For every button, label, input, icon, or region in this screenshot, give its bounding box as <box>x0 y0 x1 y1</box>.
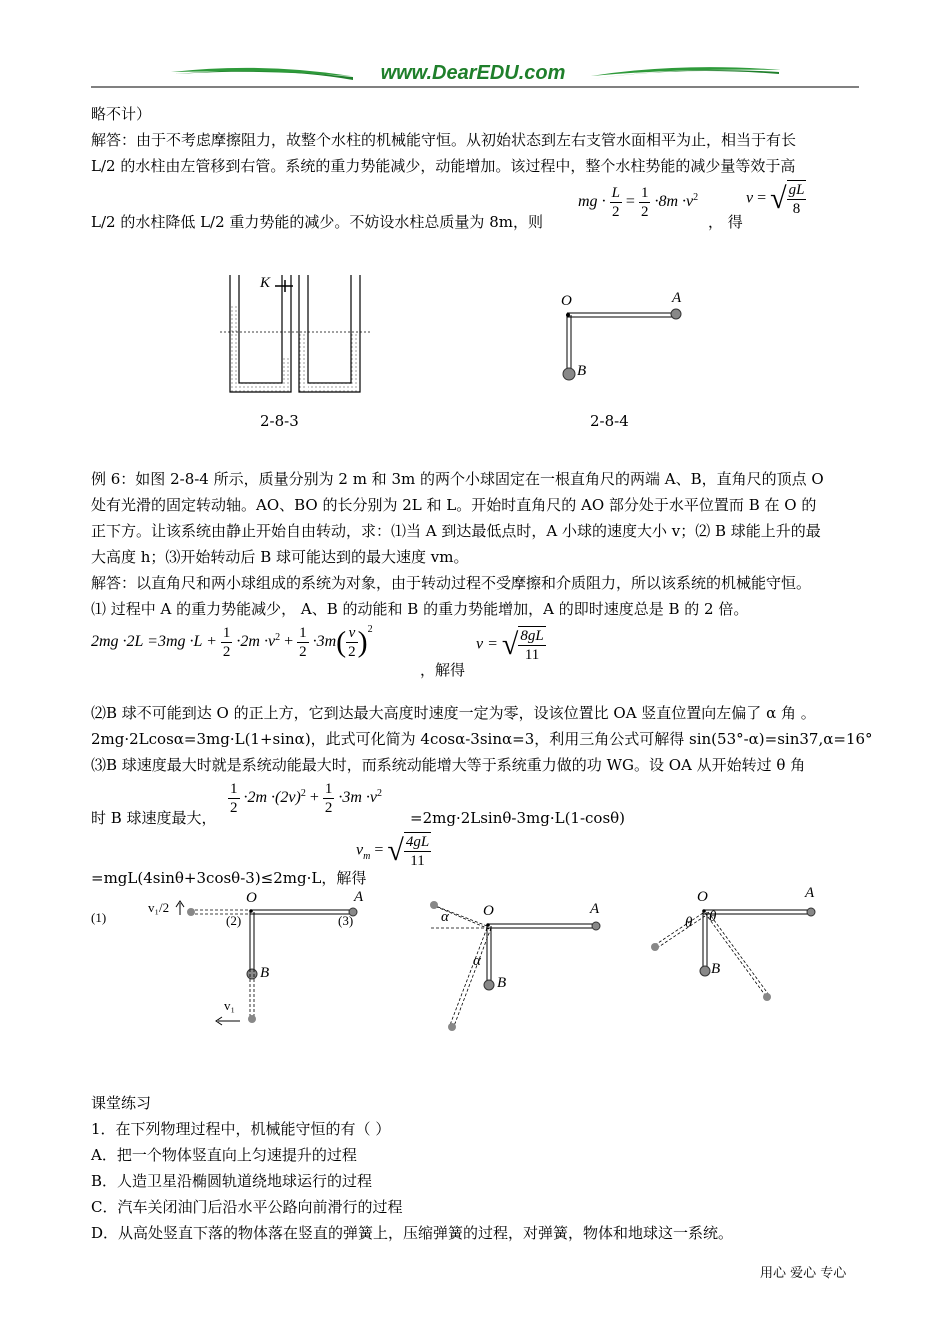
text-line: 2mg·2Lcosα=3mg·L(1+sinα)，此式可化简为 4cosα-3sinα=3，利用三角公式可解得 sin(53°-α)=sin37,α=16° <box>91 730 873 748</box>
equation-energy-1: mg · $\frac{L}{2}$ = $\frac{1}{2}$ $\cdot 8m \cdot v^2$ <box>578 185 699 220</box>
point-label-o: O <box>246 890 257 906</box>
equation-velocity-2: v = √ $\frac{8gL}{11}$ <box>476 628 544 663</box>
figure-caption: 2-8-4 <box>590 412 629 430</box>
text-line: 解答：由于不考虑摩擦阻力，故整个水柱的机械能守恒。从初始状态到左右支管水面相平为止，相当于有长 <box>91 131 797 149</box>
text-line: ⑵B 球不可能到达 O 的正上方，它到达最大高度时速度一定为零，设该位置比 OA 竖直位置向左偏了 α 角 。 <box>91 704 816 722</box>
diagram-label: (2) <box>226 913 242 928</box>
equation-energy-2: 2mg ·2L =3mg ·L + $\frac{1}{2}$ $\cdot 2m \cdot v^2$ + $\frac{1}{2}$ ·3m( $\frac{v}{2}$ )$^2$ <box>91 624 373 660</box>
point-label-a: A <box>805 885 815 901</box>
text-line: =mgL(4sinθ+3cosθ-3)≤2mg·L，解得 <box>91 869 367 887</box>
diagram-part-3 <box>645 885 835 1005</box>
point-label-a: A <box>672 290 682 306</box>
figure-caption: 2-8-3 <box>260 412 299 430</box>
equation-velocity-1: v = √ $\frac{gL}{8}$ <box>746 182 805 217</box>
diagram-part-2 <box>425 895 625 1040</box>
section-title: 课堂练习 <box>91 1094 152 1112</box>
diagram-label: (3) <box>338 913 354 928</box>
text-line: 解答：以直角尺和两小球组成的系统为对象，由于转动过程不受摩擦和介质阻力，所以该系统的机械能守恒。 <box>91 574 812 592</box>
text-line: 正下方。让该系统由静止开始自由转动，求：⑴当 A 到达最低点时，A 小球的速度大小 v；⑵ B 球能上升的最 <box>91 522 821 540</box>
diagram-part-1 <box>140 885 370 1035</box>
point-label-o: O <box>561 293 572 309</box>
option-d: D．从高处竖直下落的物体落在竖直的弹簧上，压缩弹簧的过程，对弹簧，物体和地球这一系统。 <box>91 1224 734 1242</box>
point-label-o: O <box>697 889 708 905</box>
figure-2-8-3 <box>215 270 375 400</box>
text-line: ，解得 <box>420 661 466 679</box>
angle-label: α <box>441 909 449 925</box>
point-label-a: A <box>590 901 600 917</box>
velocity-label: v₁ <box>224 998 236 1013</box>
angle-label: θ <box>685 915 693 931</box>
point-label-b: B <box>497 975 507 991</box>
text-line: 略不计） <box>91 105 152 123</box>
text-line: 大高度 h；⑶开始转动后 B 球可能达到的最大速度 vm。 <box>91 548 469 566</box>
text-line: ⑴ 过程中 A 的重力势能减少， A、B 的动能和 B 的重力势能增加，A 的即时速度总是 B 的 2 倍。 <box>91 600 749 618</box>
header-banner <box>91 58 859 92</box>
question-text: 1．在下列物理过程中，机械能守恒的有（ ） <box>91 1120 391 1138</box>
valve-label: K <box>260 275 271 291</box>
footer-motto: 用心 爱心 专心 <box>760 1266 847 1281</box>
text-line: =2mg·2Lsinθ-3mg·L(1-cosθ) <box>410 809 626 827</box>
option-c: C．汽车关闭油门后沿水平公路向前滑行的过程 <box>91 1198 403 1216</box>
text-line: ⑶B 球速度最大时就是系统动能最大时，而系统动能增大等于系统重力做的功 WG。设 OA 从开始转过 θ 角 <box>91 756 806 774</box>
option-a: A．把一个物体竖直向上匀速提升的过程 <box>91 1146 357 1164</box>
angle-label: θ <box>709 909 717 925</box>
text-line: L/2 的水柱降低 L/2 重力势能的减少。不妨设水柱总质量为 8m，则 <box>91 213 543 231</box>
option-b: B．人造卫星沿椭圆轨道绕地球运行的过程 <box>91 1172 373 1190</box>
text-line: 处有光滑的固定转动轴。AO、BO 的长分别为 2L 和 L。开始时直角尺的 AO 部分处于水平位置而 B 在 O 的 <box>91 496 817 514</box>
text-line: 时 B 球速度最大， <box>91 809 217 827</box>
point-label-b: B <box>260 965 270 981</box>
diagram-label: (1) <box>91 910 107 925</box>
figure-2-8-4 <box>555 290 695 390</box>
text-line: ， 得 <box>708 213 743 231</box>
equation-velocity-max: $v_m$ = √ $\frac{4gL}{11}$ <box>356 834 430 869</box>
angle-label: α <box>473 953 481 969</box>
text-line: 例 6：如图 2-8-4 所示，质量分别为 2 m 和 3m 的两个小球固定在一根直角尺的两端 A、B，直角尺的顶点 O <box>91 470 824 488</box>
text-line: L/2 的水柱由左管移到右管。系统的重力势能减少，动能增加。该过程中，整个水柱势能的减少量等效于高 <box>91 157 796 175</box>
site-logo: www.DearEDU.com <box>380 62 566 84</box>
point-label-o: O <box>483 903 494 919</box>
equation-energy-3: $\frac{1}{2}$ $\cdot 2m \cdot(2v)^2$ + $\frac{1}{2}$ $\cdot 3m \cdot v^2$ <box>230 781 382 816</box>
velocity-label: v₁/2 <box>148 900 170 915</box>
point-label-b: B <box>577 363 587 379</box>
point-label-a: A <box>354 889 364 905</box>
point-label-b: B <box>711 961 721 977</box>
